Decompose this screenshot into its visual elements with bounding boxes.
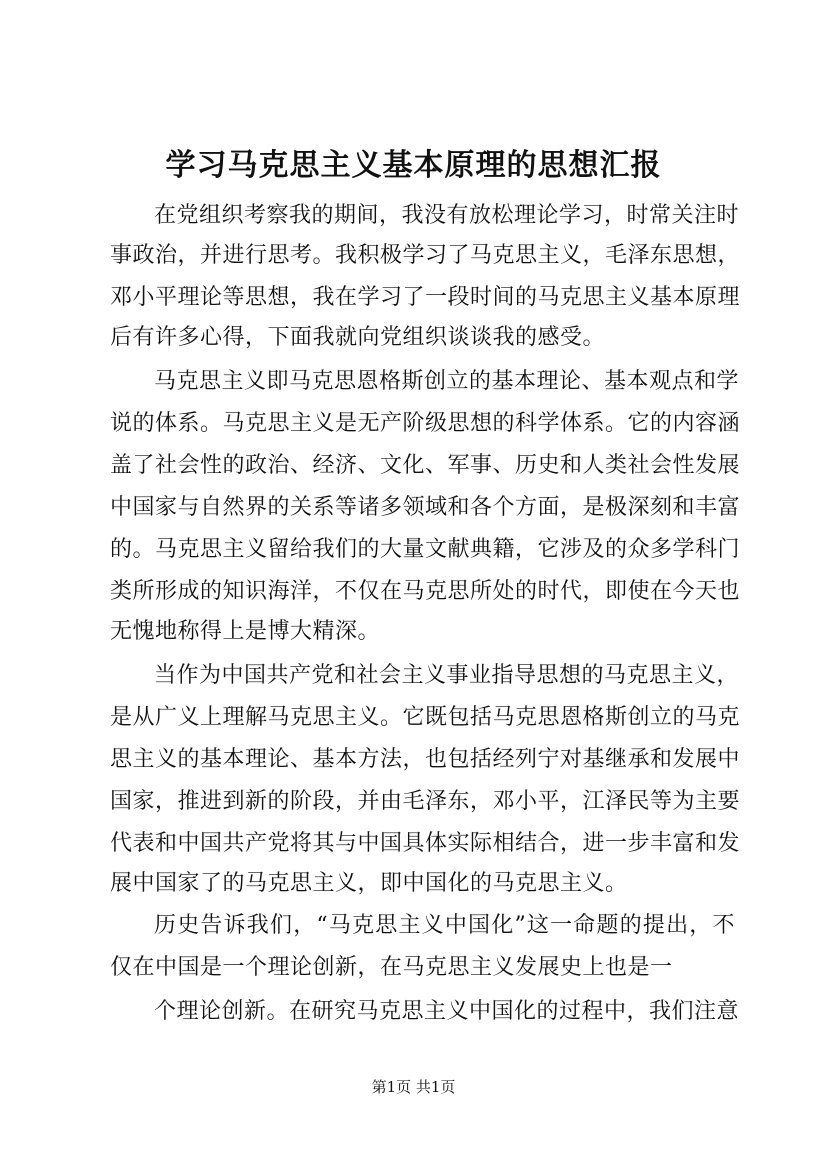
- paragraph-line: 无愧地称得上是博大精深。: [110, 619, 381, 644]
- paragraph-line: 国家，推进到新的阶段，并由毛泽东，邓小平，江泽民等为主要: [110, 789, 741, 814]
- paragraph-line: 仅在中国是一个理论创新，在马克思主义发展史上也是一: [110, 955, 673, 980]
- paragraph-line: 类所形成的知识海洋，不仅在马克思所处的时代，即使在今天也: [110, 579, 741, 604]
- paragraph-line: 在党组织考察我的期间，我没有放松理论学习，时常关注时: [154, 203, 740, 228]
- paragraph-line: 是从广义上理解马克思主义。它既包括马克思恩格斯创立的马克: [110, 705, 741, 730]
- paragraph-line: 当作为中国共产党和社会主义事业指导思想的马克思主义，: [154, 663, 740, 688]
- paragraph-line: 个理论创新。在研究马克思主义中国化的过程中，我们注意: [154, 999, 740, 1024]
- paragraph-line: 说的体系。马克思主义是无产阶级思想的科学体系。它的内容涵: [110, 411, 741, 436]
- paragraph-line: 展中国家了的马克思主义，即中国化的马克思主义。: [110, 871, 628, 896]
- page-footer: 第1页 共1页: [371, 1078, 456, 1096]
- paragraph-line: 邓小平理论等思想，我在学习了一段时间的马克思主义基本原理: [110, 285, 741, 310]
- paragraph-line: 思主义的基本理论、基本方法，也包括经列宁对基继承和发展中: [110, 747, 741, 772]
- paragraph-line: 中国家与自然界的关系等诸多领域和各个方面，是极深刻和丰富: [110, 495, 741, 520]
- paragraph-line: 后有许多心得，下面我就向党组织谈谈我的感受。: [110, 325, 606, 350]
- paragraph-line: 历史告诉我们，“马克思主义中国化”这一命题的提出，不: [154, 913, 735, 938]
- paragraph-line: 盖了社会性的政治、经济、文化、军事、历史和人类社会性发展: [110, 453, 741, 478]
- paragraph-line: 代表和中国共产党将其与中国具体实际相结合，进一步丰富和发: [110, 831, 741, 856]
- paragraph-line: 的。马克思主义留给我们的大量文献典籍，它涉及的众多学科门: [110, 537, 741, 562]
- paragraph-line: 事政治，并进行思考。我积极学习了马克思主义，毛泽东思想，: [110, 243, 741, 268]
- document-title: 学习马克思主义基本原理的思想汇报: [165, 148, 662, 183]
- paragraph-line: 马克思主义即马克思恩格斯创立的基本理论、基本观点和学: [154, 369, 740, 394]
